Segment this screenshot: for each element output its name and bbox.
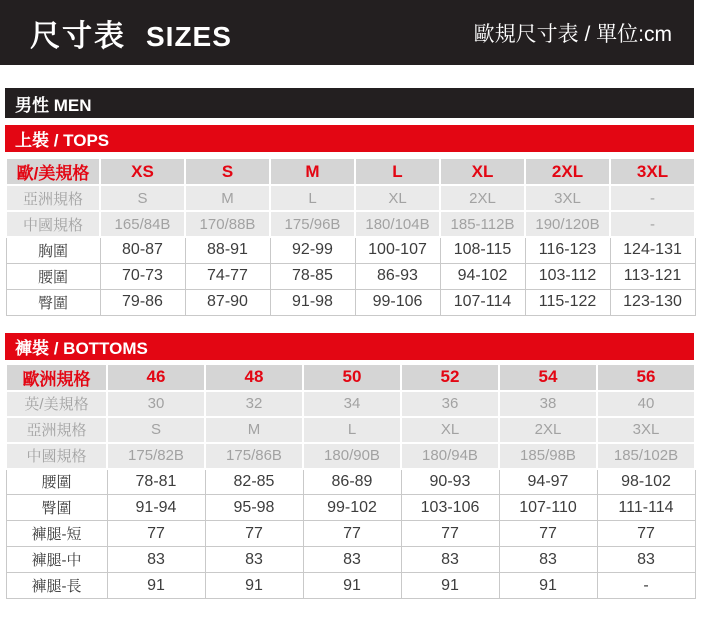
value-cell: 2XL (440, 185, 525, 211)
table-row (6, 364, 695, 391)
value-cell: 3XL (525, 185, 610, 211)
value-cell: 77 (499, 521, 597, 547)
value-cell: 91 (401, 573, 499, 599)
page-title-zh: 尺寸表 (30, 19, 126, 53)
value-cell: L (355, 158, 440, 185)
value-cell: 91 (499, 573, 597, 599)
value-cell: 83 (401, 547, 499, 573)
value-cell: 170/88B (185, 211, 270, 237)
table-row (6, 469, 695, 495)
value-cell: 70-73 (100, 263, 185, 289)
value-cell: XL (440, 158, 525, 185)
table-row (6, 547, 695, 573)
row-label-cell: 褲腿-中 (6, 547, 107, 573)
value-cell: 91-94 (107, 495, 205, 521)
value-cell: 95-98 (205, 495, 303, 521)
table-row (6, 521, 695, 547)
value-cell: 175/96B (270, 211, 355, 237)
value-cell: 124-131 (610, 237, 695, 263)
value-cell: 78-81 (107, 469, 205, 495)
value-cell: 108-115 (440, 237, 525, 263)
value-cell: 80-87 (100, 237, 185, 263)
row-label-cell: 腰圍 (6, 469, 107, 495)
row-label-cell: 亞洲規格 (6, 417, 107, 443)
value-cell: L (303, 417, 401, 443)
row-label-cell: 腰圍 (6, 263, 100, 289)
value-cell: 180/94B (401, 443, 499, 469)
value-cell: 107-114 (440, 289, 525, 315)
row-label-cell: 臀圍 (6, 495, 107, 521)
page-header (0, 0, 694, 65)
page-title-en: SIZES (146, 20, 232, 52)
value-cell: 56 (597, 364, 695, 391)
value-cell: 91 (205, 573, 303, 599)
table-row (6, 289, 695, 315)
value-cell: 54 (499, 364, 597, 391)
value-cell: 92-99 (270, 237, 355, 263)
value-cell: 77 (303, 521, 401, 547)
value-cell: 185/98B (499, 443, 597, 469)
value-cell: 2XL (499, 417, 597, 443)
bottoms-section-label: 褲裝 / BOTTOMS (15, 338, 148, 358)
value-cell: 165/84B (100, 211, 185, 237)
value-cell: 38 (499, 391, 597, 417)
value-cell: 116-123 (525, 237, 610, 263)
row-label-cell: 胸圍 (6, 237, 100, 263)
page-title (30, 11, 232, 55)
table-row (6, 495, 695, 521)
value-cell: 77 (107, 521, 205, 547)
value-cell: 99-106 (355, 289, 440, 315)
value-cell: 87-90 (185, 289, 270, 315)
table-row (6, 185, 695, 211)
value-cell: 50 (303, 364, 401, 391)
row-label-cell: 英/美規格 (6, 391, 107, 417)
value-cell: 98-102 (597, 469, 695, 495)
value-cell: S (107, 417, 205, 443)
value-cell: - (597, 573, 695, 599)
row-label-cell: 中國規格 (6, 443, 107, 469)
value-cell: XL (355, 185, 440, 211)
value-cell: 74-77 (185, 263, 270, 289)
value-cell: 83 (597, 547, 695, 573)
value-cell: XS (100, 158, 185, 185)
men-section-bar (5, 88, 694, 118)
value-cell: 32 (205, 391, 303, 417)
chart-content (5, 88, 694, 599)
value-cell: 83 (499, 547, 597, 573)
value-cell: 88-91 (185, 237, 270, 263)
value-cell: 91 (107, 573, 205, 599)
value-cell: 94-102 (440, 263, 525, 289)
value-cell: S (185, 158, 270, 185)
value-cell: 86-89 (303, 469, 401, 495)
value-cell: 3XL (610, 158, 695, 185)
value-cell: 83 (205, 547, 303, 573)
table-row (6, 237, 695, 263)
table-row (6, 158, 695, 185)
value-cell: 3XL (597, 417, 695, 443)
value-cell: 91-98 (270, 289, 355, 315)
value-cell: 90-93 (401, 469, 499, 495)
row-label-cell: 中國規格 (6, 211, 100, 237)
value-cell: 82-85 (205, 469, 303, 495)
value-cell: - (610, 185, 695, 211)
value-cell: 99-102 (303, 495, 401, 521)
value-cell: 78-85 (270, 263, 355, 289)
value-cell: 113-121 (610, 263, 695, 289)
bottoms-section-bar (5, 333, 694, 360)
tops-section-bar (5, 125, 694, 152)
table-row (6, 417, 695, 443)
table-row (6, 443, 695, 469)
men-section-label: 男性 MEN (15, 95, 92, 115)
value-cell: 77 (205, 521, 303, 547)
value-cell: M (185, 185, 270, 211)
table-row (6, 573, 695, 599)
value-cell: 94-97 (499, 469, 597, 495)
value-cell: 180/104B (355, 211, 440, 237)
table-row (6, 391, 695, 417)
value-cell: 40 (597, 391, 695, 417)
value-cell: 2XL (525, 158, 610, 185)
value-cell: 185-112B (440, 211, 525, 237)
value-cell: 190/120B (525, 211, 610, 237)
value-cell: 115-122 (525, 289, 610, 315)
row-label-cell: 歐洲規格 (6, 364, 107, 391)
tops-section-label: 上裝 / TOPS (15, 131, 110, 150)
value-cell: 52 (401, 364, 499, 391)
value-cell: 185/102B (597, 443, 695, 469)
row-label-cell: 歐/美規格 (6, 158, 100, 185)
value-cell: 77 (597, 521, 695, 547)
row-label-cell: 褲腿-短 (6, 521, 107, 547)
value-cell: 79-86 (100, 289, 185, 315)
value-cell: 48 (205, 364, 303, 391)
value-cell: XL (401, 417, 499, 443)
value-cell: 175/86B (205, 443, 303, 469)
value-cell: - (610, 211, 695, 237)
row-label-cell: 臀圍 (6, 289, 100, 315)
table-row (6, 263, 695, 289)
tops-size-table (5, 157, 696, 316)
value-cell: 83 (303, 547, 401, 573)
value-cell: S (100, 185, 185, 211)
value-cell: 36 (401, 391, 499, 417)
units-note: 歐規尺寸表 / 單位:cm (473, 22, 672, 46)
value-cell: L (270, 185, 355, 211)
bottoms-size-table (5, 363, 696, 600)
value-cell: 111-114 (597, 495, 695, 521)
value-cell: 86-93 (355, 263, 440, 289)
value-cell: 123-130 (610, 289, 695, 315)
value-cell: 91 (303, 573, 401, 599)
value-cell: 100-107 (355, 237, 440, 263)
value-cell: 103-106 (401, 495, 499, 521)
value-cell: M (205, 417, 303, 443)
table-row (6, 211, 695, 237)
value-cell: 83 (107, 547, 205, 573)
value-cell: 103-112 (525, 263, 610, 289)
row-label-cell: 亞洲規格 (6, 185, 100, 211)
row-label-cell: 褲腿-長 (6, 573, 107, 599)
value-cell: 175/82B (107, 443, 205, 469)
value-cell: 107-110 (499, 495, 597, 521)
value-cell: 30 (107, 391, 205, 417)
value-cell: 180/90B (303, 443, 401, 469)
value-cell: 34 (303, 391, 401, 417)
value-cell: M (270, 158, 355, 185)
value-cell: 46 (107, 364, 205, 391)
value-cell: 77 (401, 521, 499, 547)
